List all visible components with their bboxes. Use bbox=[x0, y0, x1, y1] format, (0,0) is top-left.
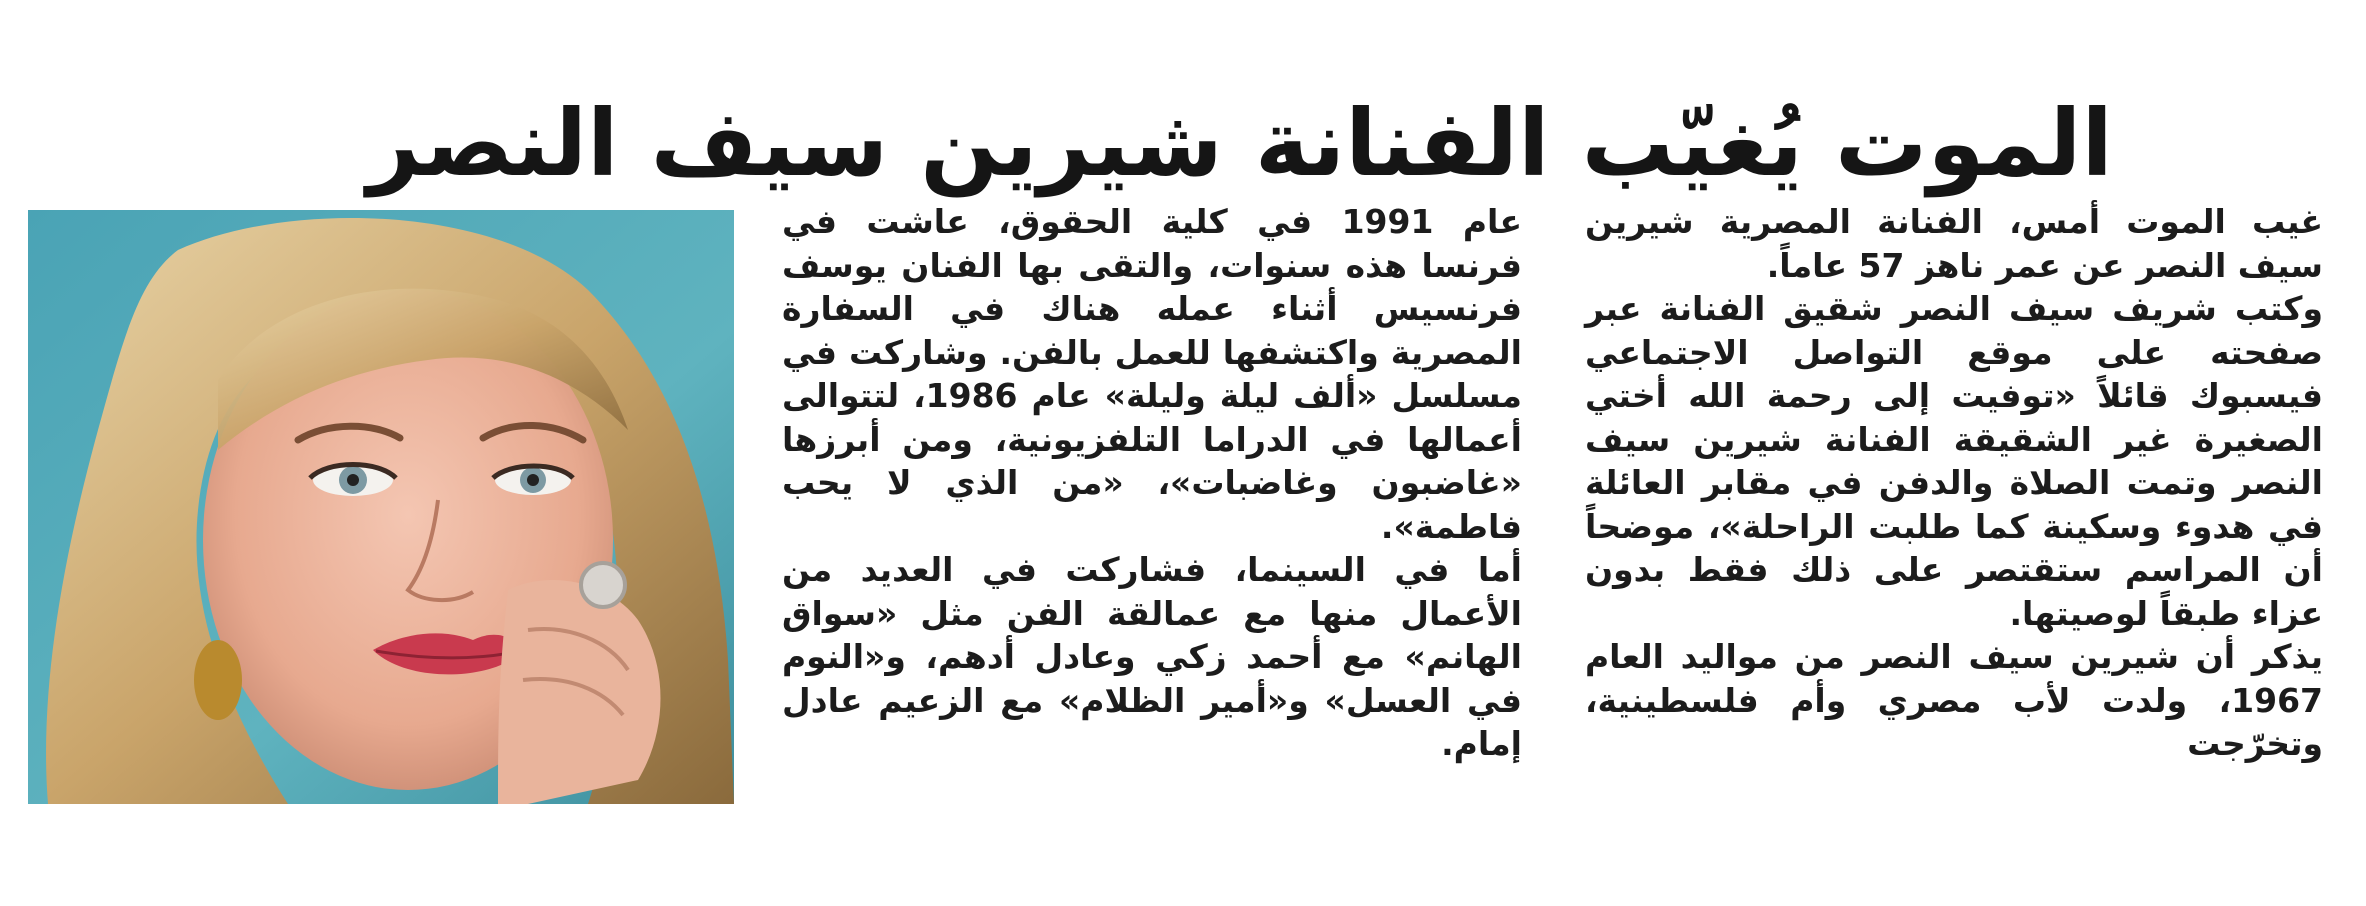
paragraph: غيب الموت أمس، الفنانة المصرية شيرين سيف النصر عن عمر ناهز 57 عاماً. bbox=[1585, 202, 2323, 285]
headline: الموت يُغيّب الفنانة شيرين سيف النصر bbox=[367, 89, 2113, 197]
portrait-photo bbox=[28, 210, 734, 804]
article-column-middle bbox=[782, 200, 1522, 766]
paragraph: يذكر أن شيرين سيف النصر من مواليد العام 1967، ولدت لأب مصري وأم فلسطينية، وتخرّجت bbox=[1585, 637, 2323, 763]
paragraph: عام 1991 في كلية الحقوق، عاشت في فرنسا هذه سنوات، والتقى بها الفنان يوسف فرنسيس أثناء عمله هناك في السفارة المصرية واكتشفها للعمل بالفن. وشاركت في مسلسل «ألف ليلة وليلة» عام 1986، لتتوالى أعمالها في الدراما التلفزيونية، ومن أبرزها «غاضبون وغاضبات»، «من الذي لا يحب فاطمة». bbox=[782, 202, 1522, 546]
article-column-right bbox=[1585, 200, 2323, 766]
paragraph: وكتب شريف سيف النصر شقيق الفنانة عبر صفحته على موقع التواصل الاجتماعي فيسبوك قائلاً «توفيت إلى رحمة الله أختي الصغيرة غير الشقيقة الفنانة شيرين سيف النصر وتمت الصلاة والدفن في مقابر العائلة في هدوء وسكينة كما طلبت الراحلة»، موضحاً أن المراسم ستقتصر على ذلك فقط بدون عزاء طبقاً لوصيتها. bbox=[1585, 289, 2323, 633]
paragraph: أما في السينما، فشاركت في العديد من الأعمال منها مع عمالقة الفن مثل «سواق الهانم» مع أحمد زكي وعادل أدهم، و«النوم في العسل» و«أمير الظلام» مع الزعيم عادل إمام. bbox=[782, 550, 1522, 763]
